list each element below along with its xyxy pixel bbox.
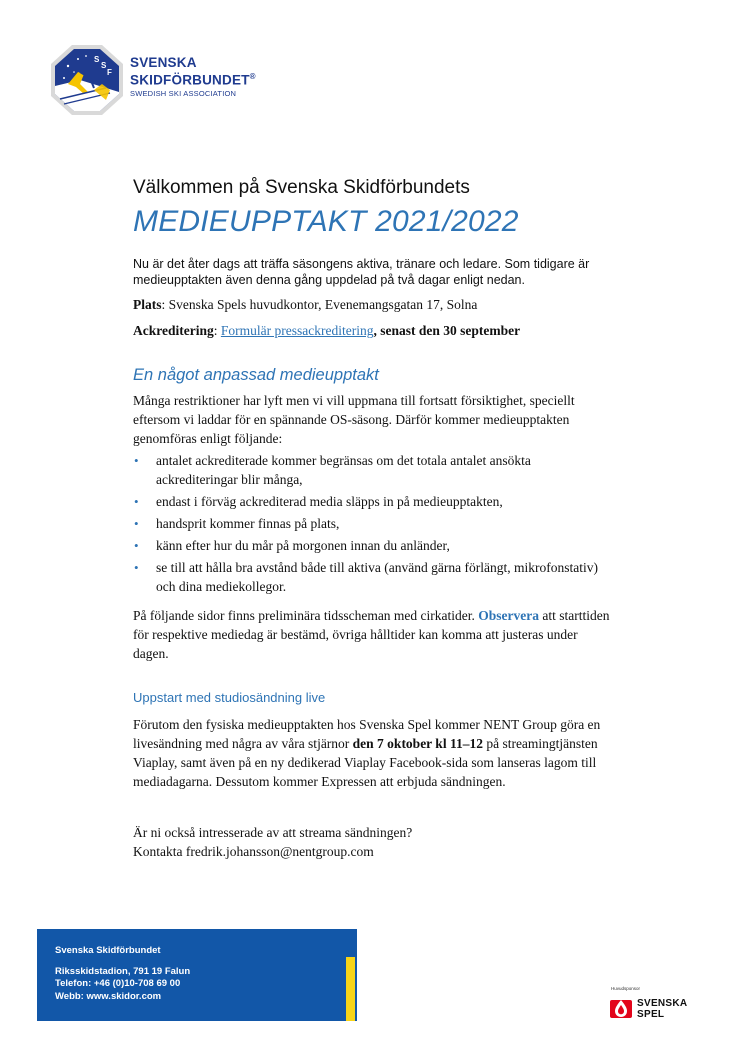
accreditation-deadline: , senast den 30 september — [373, 323, 521, 338]
list-item-text: känn efter hur du mår på morgonen innan du anländer, — [156, 538, 450, 553]
schedule-note-emphasis: Observera — [478, 608, 540, 623]
footer-phone: Telefon: +46 (0)10-708 69 00 — [55, 978, 181, 989]
logo-line-association: SWEDISH SKI ASSOCIATION — [130, 88, 237, 98]
bullet-icon: • — [134, 538, 139, 553]
studio-body-post: på streamingtjänsten Viaplay, samt även på en ny dedikerad Viaplay Facebook-sida som lanseras lagom till mediadagarna. Dessutom kommer Expressen att erbjuda sändningen. — [133, 736, 598, 789]
logo-line-skidforbundet-text: SKIDFÖRBUNDET — [130, 72, 250, 88]
footer-org: Svenska Skidförbundet — [55, 945, 161, 956]
list-item-text: endast i förväg ackrediterad media släpps in på medieupptakten, — [156, 494, 503, 509]
footer-yellow-stripe — [346, 957, 355, 1021]
bullet-icon: • — [134, 453, 139, 468]
bullet-icon: • — [134, 560, 139, 575]
location-text: : Svenska Spels huvudkontor, Evenemangsgatan 17, Solna — [161, 297, 478, 312]
emblem-letter-f: F — [107, 68, 112, 77]
footer-contact-box — [37, 929, 357, 1021]
sponsor-wordmark — [637, 999, 687, 1020]
registered-mark: ® — [249, 72, 256, 81]
studio-body-date: den 7 oktober kl 11–12 — [352, 736, 483, 751]
section-heading-adapted: En något anpassad medieupptakt — [133, 366, 379, 384]
footer-address: Riksskidstadion, 791 19 Falun — [55, 965, 191, 977]
sponsor-label: Huvudsponsor — [611, 986, 641, 991]
accreditation-form-link[interactable]: Formulär pressackreditering — [220, 323, 374, 338]
accreditation-label: Ackreditering — [133, 323, 214, 338]
location-line — [133, 295, 477, 314]
section-studio-body — [133, 715, 613, 791]
footer-web: Webb: www.skidor.com — [55, 990, 162, 1002]
list-item — [133, 514, 613, 533]
studio-body-pre: Förutom den fysiska medieupptakten hos Svenska Spel kommer NENT Group göra en livesändning med några av våra stjärnor — [133, 717, 601, 751]
intro-paragraph: Nu är det åter dags att träffa säsongens aktiva, tränare och ledare. Som tidigare är medieupptakten även denna gång uppdelad på två dagar enligt nedan. — [133, 257, 590, 287]
location-label: Plats — [133, 297, 162, 312]
streaming-contact — [133, 823, 613, 861]
emblem-letter-s2: S — [101, 61, 107, 70]
sponsor-line1: SVENSKA — [637, 998, 688, 1009]
list-item-text: antalet ackrediterade kommer begränsas om det totala antalet ansökta ackrediteringar blir många, — [156, 453, 531, 487]
welcome-heading: Välkommen på Svenska Skidförbundets — [133, 177, 470, 198]
schedule-note-pre: På följande sidor finns preliminära tidsscheman med cirkatider. — [133, 608, 479, 623]
list-item — [133, 492, 613, 511]
sponsor-line2: SPEL — [637, 1008, 665, 1020]
ssf-emblem-icon — [50, 44, 124, 116]
logo-line-svenska: SVENSKA — [130, 55, 197, 70]
accreditation-colon: : — [213, 323, 221, 338]
list-item-text: se till att hålla bra avstånd både till aktiva (använd gärna förlängt, mikrofonstativ) och dina mediekollegor. — [156, 560, 598, 594]
footer-contact-text — [55, 945, 190, 1003]
bullet-icon: • — [134, 516, 139, 531]
svenska-spel-icon — [609, 996, 633, 1020]
schedule-note — [133, 606, 613, 663]
logo-wordmark — [130, 56, 256, 99]
section-heading-studio: Uppstart med studiosändning live — [133, 690, 326, 705]
schedule-note-post: att starttiden för respektive mediedag är bestämd, övriga hålltider kan komma att justeras under dagen. — [133, 608, 610, 661]
list-item — [133, 451, 613, 489]
emblem-letter-s1: S — [94, 55, 100, 64]
streaming-question: Är ni också intresserade av att streama sändningen? — [133, 825, 413, 840]
accreditation-line — [133, 321, 520, 340]
bullet-icon: • — [134, 494, 139, 509]
streaming-contact-line: Kontakta fredrik.johansson@nentgroup.com — [133, 844, 374, 859]
page-title: MEDIEUPPTAKT 2021/2022 — [133, 205, 519, 238]
section-adapted-body: Många restriktioner har lyft men vi vill uppmana till fortsatt försiktighet, speciellt eftersom vi laddar för en spännande OS-säsong. Därför kommer medieupptakten genomföras enligt följande: — [133, 393, 575, 446]
ssf-logo — [50, 44, 270, 116]
restrictions-list — [133, 451, 613, 599]
list-item — [133, 536, 613, 555]
list-item — [133, 558, 613, 596]
list-item-text: handsprit kommer finnas på plats, — [156, 516, 340, 531]
sponsor-logo — [609, 996, 699, 1022]
logo-line-skidforbundet — [130, 70, 256, 88]
